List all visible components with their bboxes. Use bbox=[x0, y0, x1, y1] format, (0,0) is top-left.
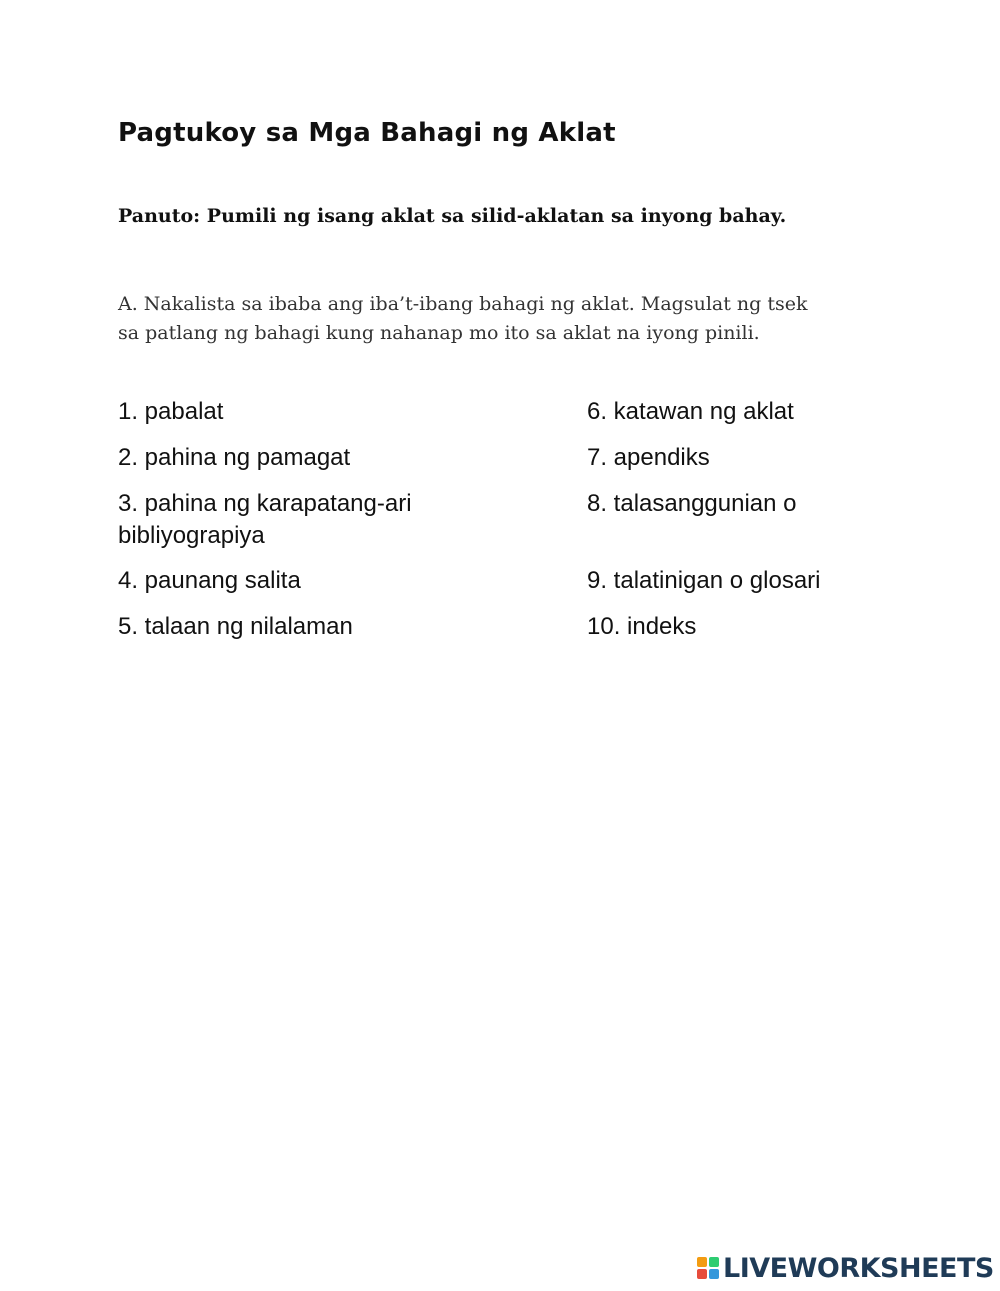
worksheet-title: Pagtukoy sa Mga Bahagi ng Aklat bbox=[118, 118, 616, 148]
liveworksheets-logo bbox=[697, 1253, 994, 1283]
list-item-6: 6. katawan ng aklat bbox=[587, 398, 794, 425]
list-item-2: 2. pahina ng pamagat bbox=[118, 444, 351, 471]
list-item-5: 5. talaan ng nilalaman bbox=[118, 613, 353, 640]
list-item-10: 10. indeks bbox=[587, 613, 697, 640]
logo-mark-icon bbox=[697, 1257, 719, 1279]
list-item-3-continued: bibliyograpiya bbox=[118, 522, 265, 549]
logo-mark-square-2 bbox=[709, 1257, 719, 1267]
list-item-9: 9. talatinigan o glosari bbox=[587, 567, 821, 594]
list-item-8: 8. talasanggunian o bbox=[587, 490, 797, 517]
list-item-3: 3. pahina ng karapatang-ari bbox=[118, 490, 412, 517]
instruction-text: Panuto: Pumili ng isang aklat sa silid-aklatan sa inyong bahay. bbox=[118, 205, 787, 227]
directions-line-2: sa patlang ng bahagi kung nahanap mo ito sa aklat na iyong pinili. bbox=[118, 322, 760, 344]
logo-mark-square-4 bbox=[709, 1269, 719, 1279]
logo-mark-square-3 bbox=[697, 1269, 707, 1279]
logo-mark-square-1 bbox=[697, 1257, 707, 1267]
list-item-1: 1. pabalat bbox=[118, 398, 224, 425]
list-item-7: 7. apendiks bbox=[587, 444, 710, 471]
directions-line-1: A. Nakalista sa ibaba ang iba’t-ibang bahagi ng aklat. Magsulat ng tsek bbox=[118, 293, 808, 315]
directions-paragraph bbox=[118, 290, 898, 348]
list-item-4: 4. paunang salita bbox=[118, 567, 301, 594]
logo-text: LIVEWORKSHEETS bbox=[723, 1252, 994, 1284]
